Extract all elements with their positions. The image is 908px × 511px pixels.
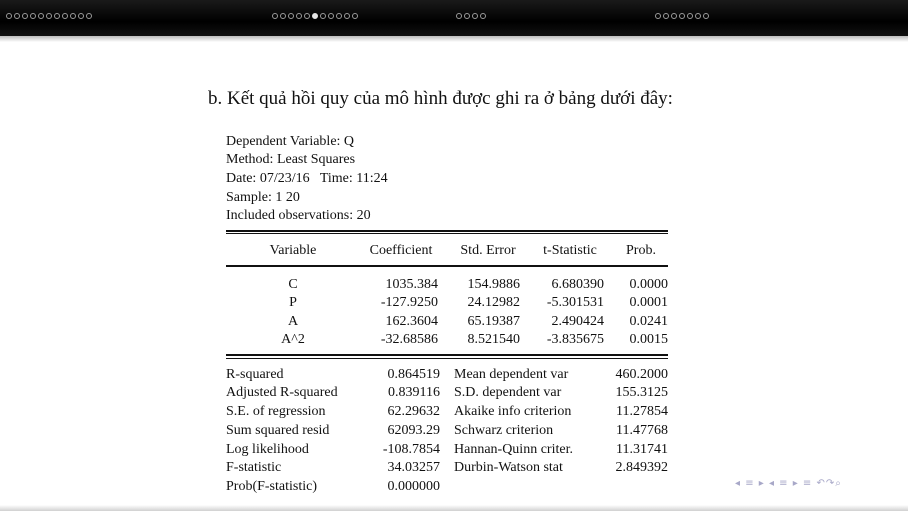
- nav-dot[interactable]: [70, 13, 76, 19]
- nav-dot[interactable]: [703, 13, 709, 19]
- row-coefficient: -32.68586: [380, 332, 438, 347]
- row-variable: A: [287, 314, 299, 329]
- stat-value: 0.000000: [387, 479, 440, 494]
- slide-navigation-bar: [0, 0, 908, 36]
- meta-date-time: Date: 07/23/16 Time: 11:24: [226, 171, 388, 186]
- nav-dot[interactable]: [38, 13, 44, 19]
- stat-label: Schwarz criterion: [454, 423, 554, 438]
- header-std-error: Std. Error: [460, 243, 516, 258]
- stat-value: 0.864519: [387, 367, 440, 382]
- nav-dot[interactable]: [30, 13, 36, 19]
- stat-label: Prob(F-statistic): [226, 479, 317, 494]
- bottom-shadow: [0, 505, 908, 511]
- meta-included-observations: Included observations: 20: [226, 208, 371, 223]
- nav-dot[interactable]: [22, 13, 28, 19]
- row-t-statistic: 6.680390: [551, 277, 604, 292]
- row-std-error: 8.521540: [467, 332, 520, 347]
- row-std-error: 65.19387: [467, 314, 520, 329]
- stat-label: Log likelihood: [226, 442, 309, 457]
- nav-dot[interactable]: [472, 13, 478, 19]
- nav-dot[interactable]: [328, 13, 334, 19]
- slide-heading: b. Kết quả hồi quy của mô hình được ghi ra ở bảng dưới đây:: [208, 88, 673, 109]
- coefficients-bottom-rule: [226, 354, 668, 356]
- nav-section-2[interactable]: [272, 13, 358, 23]
- nav-dot[interactable]: [54, 13, 60, 19]
- nav-section-4[interactable]: [655, 13, 709, 23]
- row-prob: 0.0015: [629, 332, 668, 347]
- header-variable: Variable: [269, 243, 317, 258]
- stat-value: 155.3125: [615, 385, 668, 400]
- stat-value: 11.27854: [616, 404, 668, 419]
- nav-dot[interactable]: [304, 13, 310, 19]
- stat-label: S.D. dependent var: [454, 385, 562, 400]
- stat-label: Mean dependent var: [454, 367, 569, 382]
- header-bottom-rule: [226, 265, 668, 267]
- row-std-error: 154.9886: [467, 277, 520, 292]
- row-t-statistic: -3.835675: [546, 332, 604, 347]
- nav-dot-current[interactable]: [312, 13, 318, 19]
- row-coefficient: 162.3604: [385, 314, 438, 329]
- nav-dot[interactable]: [78, 13, 84, 19]
- row-prob: 0.0241: [629, 314, 668, 329]
- nav-dot[interactable]: [296, 13, 302, 19]
- nav-dot[interactable]: [480, 13, 486, 19]
- header-t-statistic: t-Statistic: [543, 243, 597, 258]
- meta-method: Method: Least Squares: [226, 152, 356, 167]
- header-prob: Prob.: [626, 243, 656, 258]
- nav-dot[interactable]: [14, 13, 20, 19]
- nav-dot[interactable]: [679, 13, 685, 19]
- nav-dot[interactable]: [464, 13, 470, 19]
- stat-label: Sum squared resid: [226, 423, 330, 438]
- table-top-rule: [226, 230, 668, 232]
- nav-dot[interactable]: [336, 13, 342, 19]
- nav-dot[interactable]: [456, 13, 462, 19]
- navigation-bar-shadow: [0, 36, 908, 42]
- nav-dot[interactable]: [272, 13, 278, 19]
- nav-dot[interactable]: [62, 13, 68, 19]
- nav-dot[interactable]: [344, 13, 350, 19]
- stat-label: Adjusted R-squared: [226, 385, 338, 400]
- nav-dot[interactable]: [46, 13, 52, 19]
- nav-dot[interactable]: [671, 13, 677, 19]
- stat-label: S.E. of regression: [226, 404, 326, 419]
- nav-dot[interactable]: [663, 13, 669, 19]
- stat-value: 11.47768: [616, 423, 668, 438]
- nav-dot[interactable]: [280, 13, 286, 19]
- row-coefficient: -127.9250: [380, 295, 438, 310]
- beamer-navigation-symbols[interactable]: ◂ ≡ ▸ ◂ ≡ ▸ ≡ ↶↷⌕: [735, 478, 842, 489]
- nav-dot[interactable]: [655, 13, 661, 19]
- stat-value: 2.849392: [615, 460, 668, 475]
- stat-value: 62.29632: [387, 404, 440, 419]
- nav-dot[interactable]: [352, 13, 358, 19]
- nav-dot[interactable]: [687, 13, 693, 19]
- meta-sample: Sample: 1 20: [226, 190, 300, 205]
- stat-label: Durbin-Watson stat: [454, 460, 563, 475]
- nav-dot[interactable]: [86, 13, 92, 19]
- stat-value: 11.31741: [616, 442, 668, 457]
- nav-dot[interactable]: [288, 13, 294, 19]
- row-prob: 0.0000: [629, 277, 668, 292]
- meta-dependent-variable: Dependent Variable: Q: [226, 134, 355, 149]
- row-coefficient: 1035.384: [385, 277, 438, 292]
- stat-label: Hannan-Quinn criter.: [454, 442, 573, 457]
- nav-dot[interactable]: [6, 13, 12, 19]
- stat-label: R-squared: [226, 367, 284, 382]
- row-t-statistic: 2.490424: [551, 314, 604, 329]
- stat-label: F-statistic: [226, 460, 282, 475]
- row-variable: C: [288, 277, 298, 292]
- table-top-rule-thin: [226, 233, 668, 234]
- nav-section-3[interactable]: [456, 13, 486, 23]
- nav-dot[interactable]: [695, 13, 701, 19]
- header-coefficient: Coefficient: [369, 243, 433, 258]
- row-std-error: 24.12982: [467, 295, 520, 310]
- stat-value: -108.7854: [382, 442, 440, 457]
- row-variable: A^2: [281, 332, 305, 347]
- coefficients-bottom-rule-thin: [226, 358, 668, 359]
- stat-label: Akaike info criterion: [454, 404, 572, 419]
- row-t-statistic: -5.301531: [546, 295, 604, 310]
- row-prob: 0.0001: [629, 295, 668, 310]
- stat-value: 34.03257: [387, 460, 440, 475]
- nav-section-1[interactable]: [6, 13, 92, 23]
- stat-value: 62093.29: [387, 423, 440, 438]
- stat-value: 0.839116: [388, 385, 440, 400]
- row-variable: P: [289, 295, 297, 310]
- stat-value: 460.2000: [615, 367, 668, 382]
- nav-dot[interactable]: [320, 13, 326, 19]
